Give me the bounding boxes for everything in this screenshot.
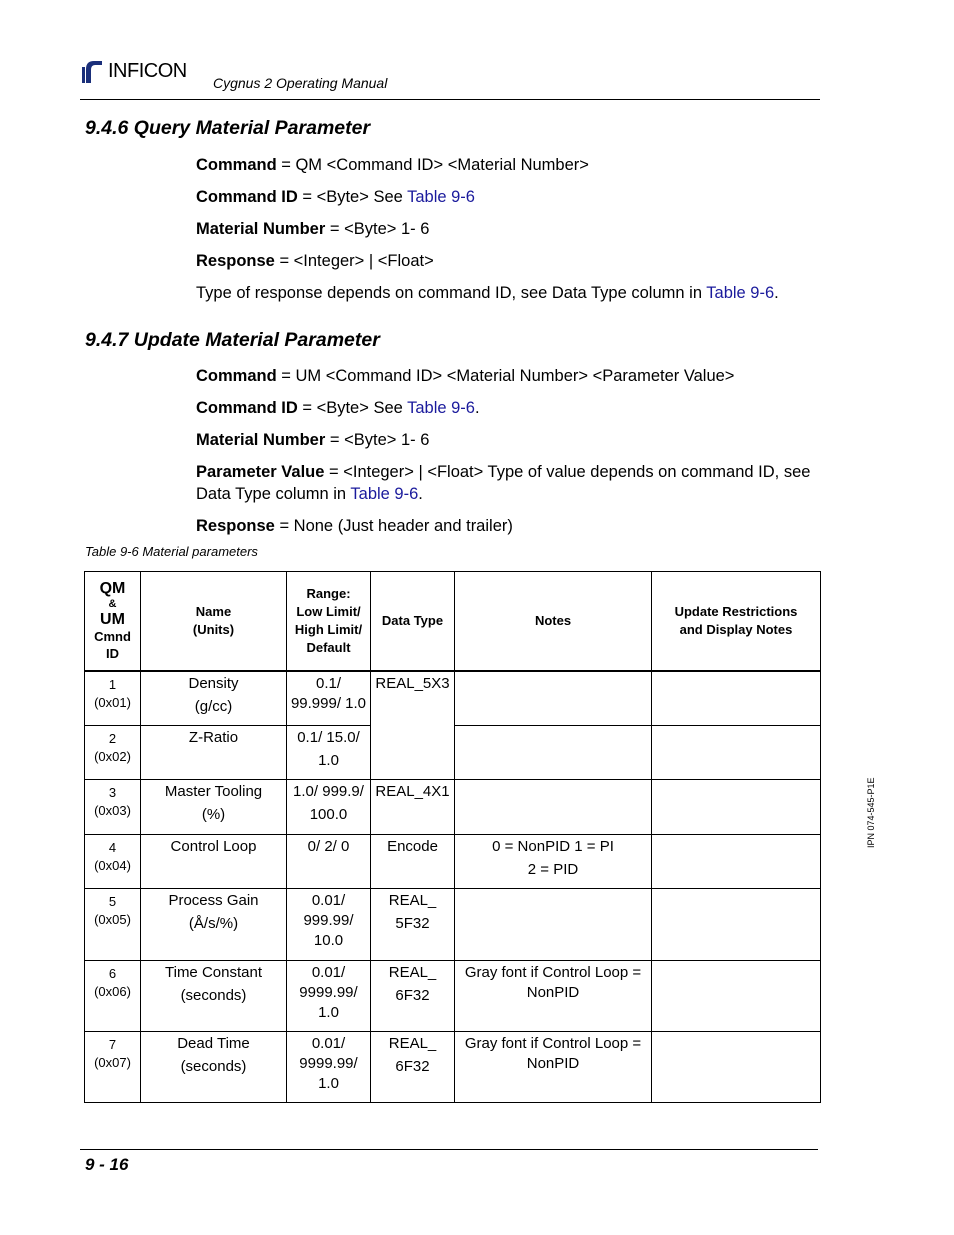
cmnd-id-cell: 2 (0x02): [85, 726, 141, 780]
document-title: Cygnus 2 Operating Manual: [213, 75, 388, 91]
update-parameter-value-line: [196, 461, 816, 505]
response-value: = None (Just header and trailer): [274, 517, 513, 535]
name-cell: Z-Ratio: [141, 726, 287, 780]
name-cell: Process Gain (Å/s/%): [141, 889, 287, 961]
cmnd-id-cell: 4 (0x04): [85, 835, 141, 889]
material-number-label: Material Number: [196, 431, 326, 449]
notes-cell: [455, 726, 652, 780]
material-parameters-table: [84, 571, 821, 1103]
notes-cell: [455, 780, 652, 835]
update-cell: [652, 671, 821, 726]
header-range: Range: Low Limit/ High Limit/ Default: [287, 572, 371, 671]
command-label: Command: [196, 367, 277, 385]
table-link[interactable]: Table 9-6: [706, 284, 775, 302]
notes-cell: 0 = NonPID 1 = PI 2 = PID: [455, 835, 652, 889]
footer-divider: [80, 1149, 818, 1150]
material-number-value: = <Byte> 1- 6: [325, 431, 430, 449]
material-number-value: = <Byte> 1- 6: [325, 220, 430, 238]
query-command-id-line: [196, 186, 816, 208]
table-row: [85, 835, 821, 889]
section-heading-update-material: 9.4.7 Update Material Parameter: [85, 329, 380, 351]
update-cell: [652, 835, 821, 889]
logo-text: INFICON: [108, 59, 187, 82]
notes-cell: [455, 671, 652, 726]
update-cell: [652, 1032, 821, 1103]
update-cell: [652, 726, 821, 780]
command-value: = QM <Command ID> <Material Number>: [276, 156, 589, 174]
command-id-label: Command ID: [196, 188, 298, 206]
table-link[interactable]: Table 9-6: [350, 485, 419, 503]
update-cell: [652, 889, 821, 961]
table-link[interactable]: Table 9-6: [407, 188, 475, 206]
range-cell: 0.1/ 99.999/ 1.0: [287, 671, 371, 726]
material-number-label: Material Number: [196, 220, 326, 238]
response-value: = <Integer> | <Float>: [274, 252, 434, 270]
table-row: [85, 671, 821, 726]
update-command-id-line: [196, 397, 816, 419]
table-header-row: [85, 572, 821, 671]
update-response-line: [196, 515, 816, 537]
update-material-number-line: [196, 429, 816, 451]
notes-cell: Gray font if Control Loop = NonPID: [455, 1032, 652, 1103]
table-link[interactable]: Table 9-6: [407, 399, 475, 417]
name-cell: Time Constant (seconds): [141, 961, 287, 1032]
table-caption: Table 9-6 Material parameters: [85, 544, 258, 559]
range-cell: 1.0/ 999.9/ 100.0: [287, 780, 371, 835]
range-cell: 0.01/ 9999.99/ 1.0: [287, 1032, 371, 1103]
parameter-value-text: = <Integer> | <Float> Type of value depends on command ID, see Data Type column in: [196, 463, 811, 503]
query-note-line: [196, 282, 816, 304]
table-row: [85, 961, 821, 1032]
header-name: Name (Units): [141, 572, 287, 671]
data-type-cell: REAL_4X1: [371, 780, 455, 835]
header-cmnd-id: QM & UM Cmnd ID: [85, 572, 141, 671]
data-type-cell: REAL_5X3: [371, 671, 455, 780]
note-end: .: [774, 284, 779, 302]
cmnd-id-cell: 1 (0x01): [85, 671, 141, 726]
query-material-number-line: [196, 218, 816, 240]
name-cell: Master Tooling (%): [141, 780, 287, 835]
query-command-line: [196, 154, 816, 176]
name-cell: Density (g/cc): [141, 671, 287, 726]
command-id-value: = <Byte> See: [297, 399, 408, 417]
data-type-cell: REAL_ 5F32: [371, 889, 455, 961]
cmnd-id-cell: 7 (0x07): [85, 1032, 141, 1103]
parameter-value-end: .: [418, 485, 423, 503]
update-command-line: [196, 365, 816, 387]
header-data-type: Data Type: [371, 572, 455, 671]
update-cell: [652, 780, 821, 835]
cmnd-id-cell: 6 (0x06): [85, 961, 141, 1032]
data-type-cell: Encode: [371, 835, 455, 889]
header-divider: [80, 99, 820, 100]
data-type-cell: REAL_ 6F32: [371, 961, 455, 1032]
notes-cell: Gray font if Control Loop = NonPID: [455, 961, 652, 1032]
data-type-cell: REAL_ 6F32: [371, 1032, 455, 1103]
name-cell: Dead Time (seconds): [141, 1032, 287, 1103]
table-row: [85, 889, 821, 961]
command-label: Command: [196, 156, 277, 174]
command-id-value: = <Byte> See: [297, 188, 408, 206]
range-cell: 0.01/ 999.99/ 10.0: [287, 889, 371, 961]
cmnd-id-cell: 5 (0x05): [85, 889, 141, 961]
query-response-line: [196, 250, 816, 272]
update-cell: [652, 961, 821, 1032]
command-value: = UM <Command ID> <Material Number> <Parameter Value>: [276, 367, 735, 385]
table-row: [85, 780, 821, 835]
name-cell: Control Loop: [141, 835, 287, 889]
command-id-end: .: [474, 399, 480, 417]
note-text: Type of response depends on command ID, see Data Type column in: [196, 284, 707, 302]
header-notes: Notes: [455, 572, 652, 671]
inficon-logo: [82, 58, 187, 84]
range-cell: 0.1/ 15.0/ 1.0: [287, 726, 371, 780]
section-heading-query-material: 9.4.6 Query Material Parameter: [85, 117, 371, 139]
range-cell: 0/ 2/ 0: [287, 835, 371, 889]
response-label: Response: [196, 252, 275, 270]
table-row: [85, 1032, 821, 1103]
page-number: 9 - 16: [85, 1155, 129, 1174]
command-id-label: Command ID: [196, 399, 298, 417]
parameter-value-label: Parameter Value: [196, 463, 325, 481]
ipn-label: IPN 074-545-P1E: [866, 777, 876, 848]
inficon-logo-icon: [82, 59, 104, 83]
header-update-restrictions: Update Restrictions and Display Notes: [652, 572, 821, 671]
notes-cell: [455, 889, 652, 961]
range-cell: 0.01/ 9999.99/ 1.0: [287, 961, 371, 1032]
response-label: Response: [196, 517, 275, 535]
cmnd-id-cell: 3 (0x03): [85, 780, 141, 835]
